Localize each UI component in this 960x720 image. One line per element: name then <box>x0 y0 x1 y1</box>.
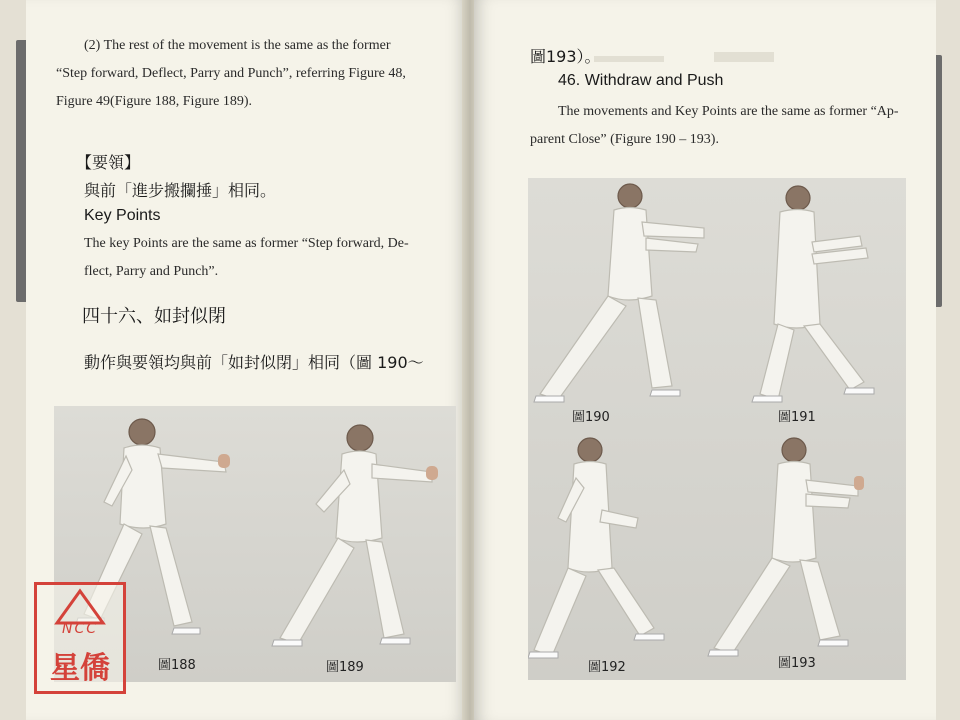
watermark-latin: NCC <box>61 621 99 637</box>
caption-figure-193: 圖193 <box>778 656 816 671</box>
right-page <box>474 0 936 720</box>
key-points-cn-title: 【要領】 <box>76 153 141 172</box>
figure-grid-190-193 <box>528 178 906 680</box>
caption-figure-188: 圖188 <box>158 658 196 673</box>
para1-line-2: “Step forward, Deflect, Parry and Punch”, referring Figure 48, <box>56 66 406 81</box>
para1-line-1: (2) The rest of the movement is the same as the former <box>84 38 391 53</box>
continuation-text: 圖193）。 <box>530 47 601 66</box>
caption-figure-189: 圖189 <box>326 660 364 675</box>
watermark-cjk: 星僑 <box>50 651 110 686</box>
section-en-title: 46. Withdraw and Push <box>558 72 724 89</box>
para1-line-3: Figure 49(Figure 188, Figure 189). <box>56 94 252 109</box>
section-cn-title: 四十六、如封似閉 <box>82 306 226 327</box>
body-line-2: parent Close” (Figure 190 – 193). <box>530 132 719 147</box>
caption-figure-190: 圖190 <box>572 410 610 425</box>
key-points-en-line-2: flect, Parry and Punch”. <box>84 264 219 279</box>
figure-193-figure <box>528 178 906 680</box>
body-line-1: The movements and Key Points are the same as former “Ap- <box>558 104 899 119</box>
key-points-cn-text: 與前「進步搬攔捶」相同。 <box>84 181 277 200</box>
caption-figure-192: 圖192 <box>588 660 626 675</box>
section-cn-text: 動作與要領均與前「如封似閉」相同（圖 190～ <box>84 353 424 372</box>
caption-figure-191: 圖191 <box>778 410 816 425</box>
key-points-en-title: Key Points <box>84 207 161 224</box>
ncc-watermark-stamp <box>34 582 126 694</box>
key-points-en-line-1: The key Points are the same as former “Step forward, De- <box>84 236 409 251</box>
